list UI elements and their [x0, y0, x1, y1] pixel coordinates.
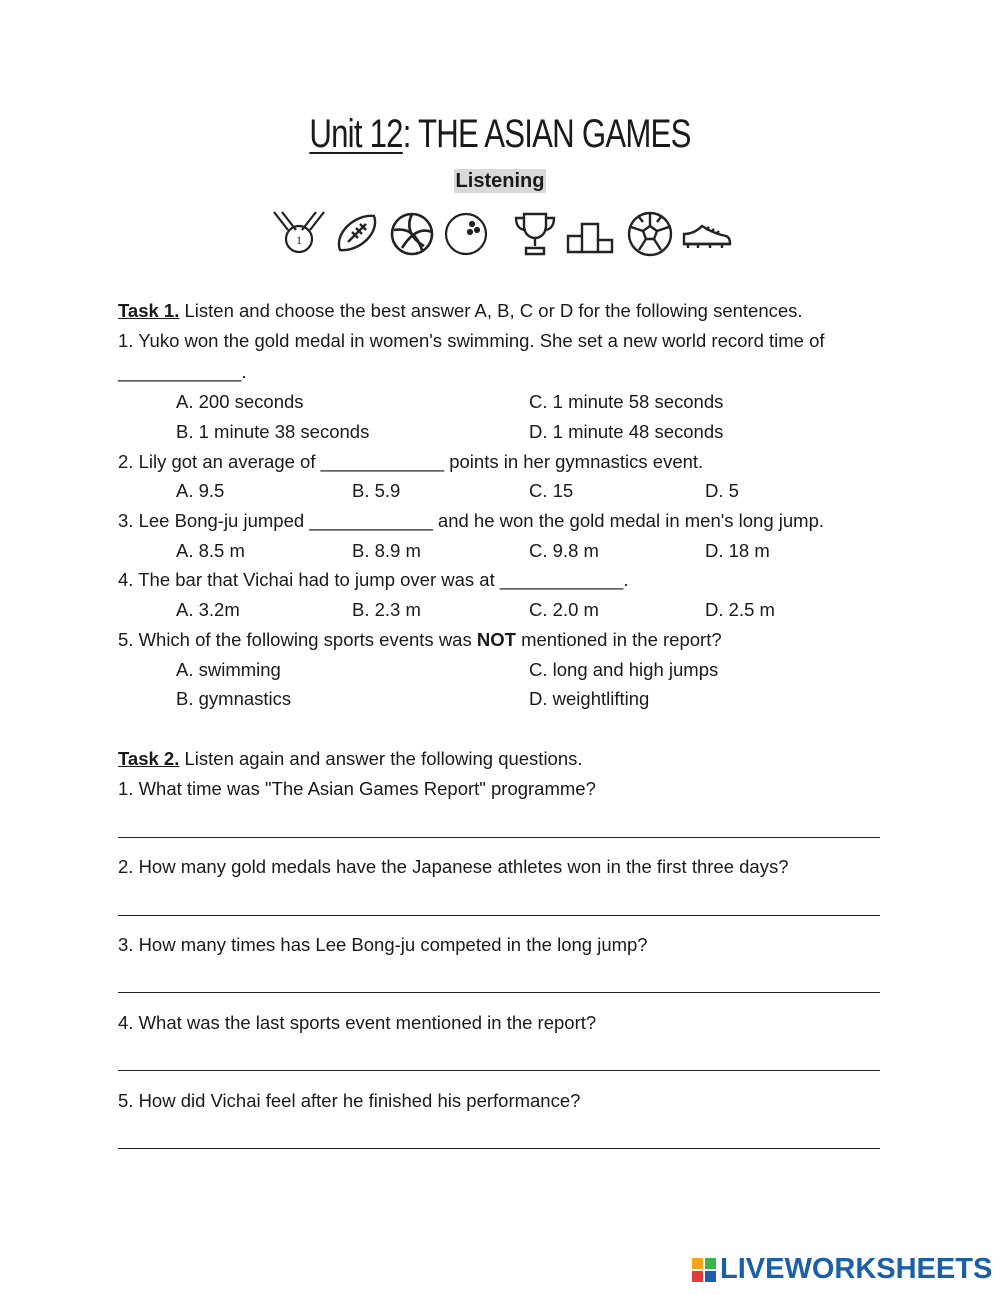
option-q3-d[interactable]: D. 18 m — [705, 540, 770, 561]
task1-label: Task 1. — [118, 300, 180, 321]
svg-text:1: 1 — [296, 233, 302, 247]
task1-q4: 4. The bar that Vichai had to jump over was at ____________. — [118, 569, 629, 590]
unit-label: Unit 12 — [309, 112, 403, 156]
task1-q1-line1: 1. Yuko won the gold medal in women's swimming. She set a new world record time of — [118, 330, 825, 351]
trophy-icon — [510, 208, 560, 258]
option-q1-d[interactable]: D. 1 minute 48 seconds — [529, 421, 724, 442]
option-q5-d[interactable]: D. weightlifting — [529, 688, 650, 709]
liveworksheets-logo-icon — [692, 1258, 716, 1282]
task1-q2: 2. Lily got an average of ____________ points in her gymnastics event. — [118, 451, 704, 472]
option-q4-a[interactable]: A. 3.2m — [176, 599, 240, 620]
task2-label: Task 2. — [118, 748, 180, 769]
option-q1-c[interactable]: C. 1 minute 58 seconds — [529, 391, 724, 412]
task2-q3: 3. How many times has Lee Bong-ju competed in the long jump? — [118, 934, 648, 955]
task1-instruction: Listen and choose the best answer A, B, C or D for the following sentences. — [179, 300, 803, 321]
title-text: : THE ASIAN GAMES — [402, 112, 691, 156]
task1-q3: 3. Lee Bong-ju jumped ____________ and he won the gold medal in men's long jump. — [118, 510, 825, 531]
option-q3-a[interactable]: A. 8.5 m — [176, 540, 245, 561]
option-q3-c[interactable]: C. 9.8 m — [529, 540, 599, 561]
task2-q4: 4. What was the last sports event mentioned in the report? — [118, 1012, 597, 1033]
bowling-ball-icon — [442, 208, 490, 258]
option-q5-a[interactable]: A. swimming — [176, 659, 281, 680]
answer-line-q4[interactable] — [118, 1070, 880, 1071]
page-title — [110, 112, 890, 157]
option-q4-c[interactable]: C. 2.0 m — [529, 599, 599, 620]
option-q2-c[interactable]: C. 15 — [529, 480, 574, 501]
rugby-ball-icon — [332, 208, 382, 258]
option-q4-b[interactable]: B. 2.3 m — [352, 599, 421, 620]
brand-text: LIVEWORKSHEETS — [720, 1253, 993, 1285]
medal-icon — [270, 208, 328, 258]
option-q5-c[interactable]: C. long and high jumps — [529, 659, 719, 680]
option-q1-a[interactable]: A. 200 seconds — [176, 391, 304, 412]
answer-line-q2[interactable] — [118, 915, 880, 916]
emphasis-not: NOT — [476, 629, 516, 650]
option-q2-d[interactable]: D. 5 — [705, 480, 739, 501]
sports-icons-row — [270, 208, 740, 258]
option-q5-b[interactable]: B. gymnastics — [176, 688, 292, 709]
soccer-ball-icon — [626, 208, 674, 258]
podium-icon — [566, 208, 616, 258]
option-q2-b[interactable]: B. 5.9 — [352, 480, 401, 501]
task2-q5: 5. How did Vichai feel after he finished his performance? — [118, 1090, 581, 1111]
task2-q2: 2. How many gold medals have the Japanese athletes won in the first three days? — [118, 856, 789, 877]
task2-heading — [118, 748, 583, 770]
answer-line-q1[interactable] — [118, 837, 880, 838]
volleyball-icon — [388, 208, 436, 258]
option-q2-a[interactable]: A. 9.5 — [176, 480, 225, 501]
option-q3-b[interactable]: B. 8.9 m — [352, 540, 421, 561]
task1-q5: 5. Which of the following sports events was NOT mentioned in the report? — [118, 629, 722, 650]
answer-line-q5[interactable] — [118, 1148, 880, 1149]
task2-instruction: Listen again and answer the following questions. — [179, 748, 583, 769]
task2-q1: 1. What time was "The Asian Games Report" programme? — [118, 778, 596, 799]
task1-q1-line2: ____________. — [118, 361, 247, 382]
sneaker-icon — [680, 208, 732, 258]
section-label: Listening — [455, 170, 545, 192]
option-q1-b[interactable]: B. 1 minute 38 seconds — [176, 421, 370, 442]
task1-heading — [118, 300, 803, 322]
answer-line-q3[interactable] — [118, 992, 880, 993]
option-q4-d[interactable]: D. 2.5 m — [705, 599, 775, 620]
